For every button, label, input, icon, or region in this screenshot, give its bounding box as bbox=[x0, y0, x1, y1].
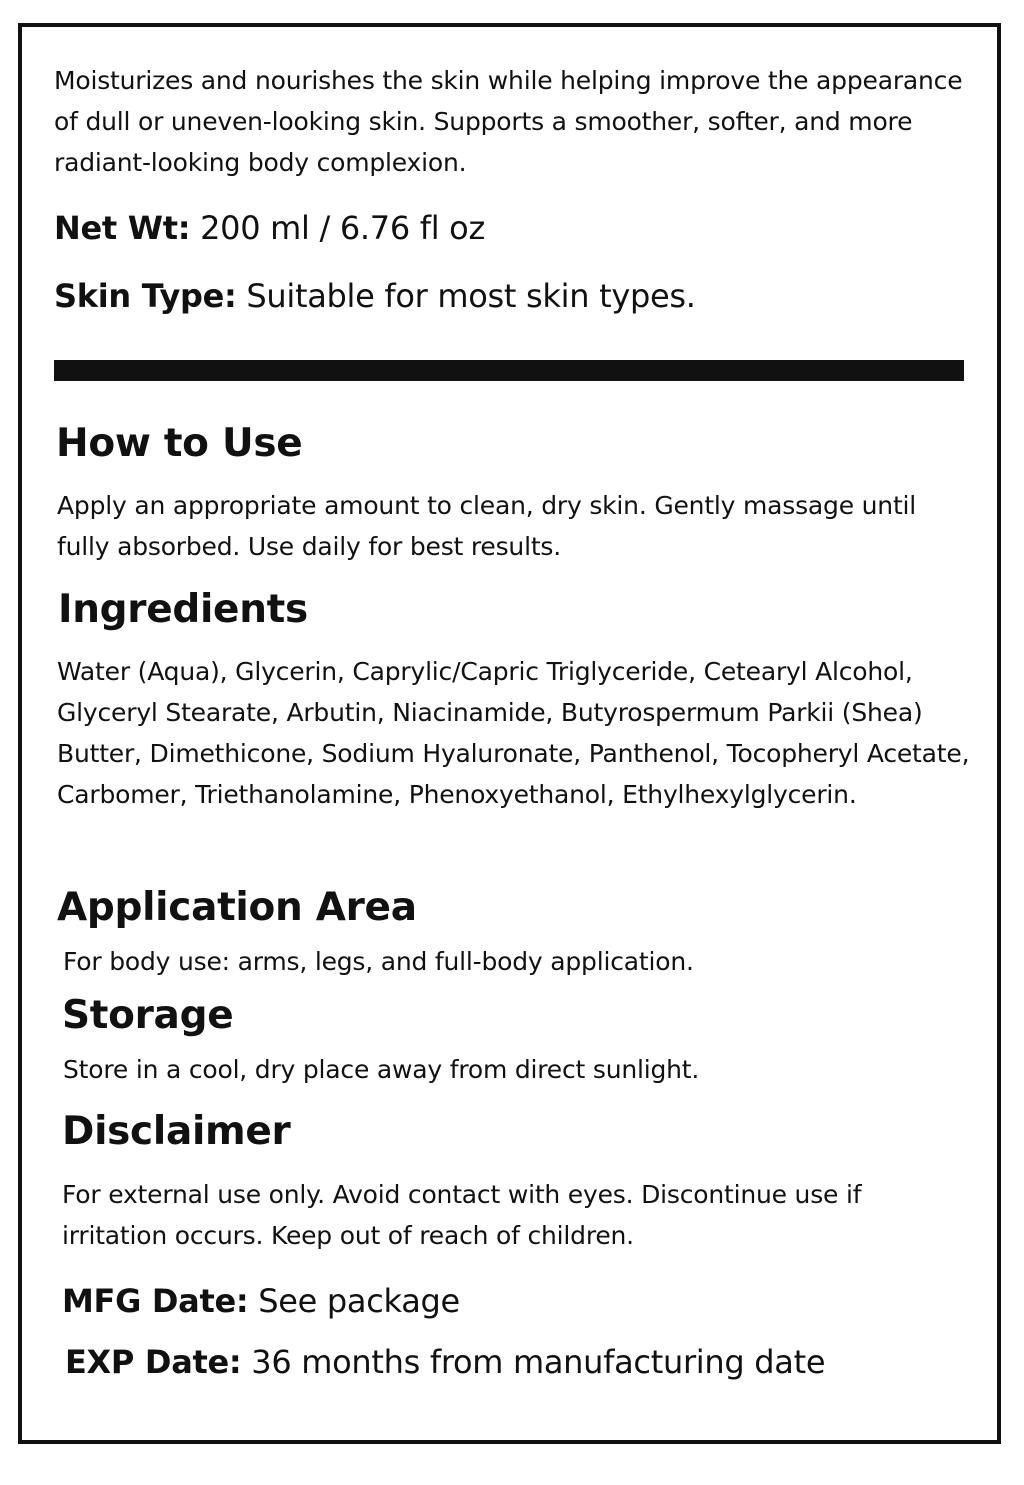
exp-date-line bbox=[65, 1342, 825, 1382]
how-to-use-heading: How to Use bbox=[56, 421, 303, 466]
mfg-date-label: MFG Date: bbox=[62, 1282, 249, 1320]
skin-type-line bbox=[54, 276, 696, 316]
how-to-use-text: Apply an appropriate amount to clean, dry skin. Gently massage until fully absorbed. Use daily for best results. bbox=[57, 491, 917, 561]
exp-date-value: 36 months from manufacturing date bbox=[241, 1343, 826, 1381]
net-weight-value: 200 ml / 6.76 fl oz bbox=[190, 209, 485, 247]
disclaimer-heading: Disclaimer bbox=[62, 1109, 291, 1154]
ingredients-text: Water (Aqua), Glycerin, Caprylic/Capric Triglyceride, Cetearyl Alcohol, Glyceryl Stearate, Arbutin, Niacinamide, Butyrospermum Parkii (Shea) Butter, Dimethicone, Sodium Hyaluronate, Panthenol, Tocopheryl Acetate, Carbomer, Triethanolamine, Phenoxyethanol, Ethylhexylglycerin. bbox=[57, 657, 970, 809]
storage-heading: Storage bbox=[62, 993, 234, 1038]
ingredients-heading: Ingredients bbox=[58, 587, 308, 632]
mfg-date-value: See package bbox=[248, 1282, 460, 1320]
mfg-date-line bbox=[62, 1281, 460, 1321]
skin-type-label: Skin Type: bbox=[54, 277, 237, 315]
application-area-text: For body use: arms, legs, and full-body application. bbox=[63, 947, 694, 976]
section-divider bbox=[54, 360, 964, 381]
net-weight-label: Net Wt: bbox=[54, 209, 191, 247]
net-weight-line bbox=[54, 208, 485, 248]
storage-text: Store in a cool, dry place away from direct sunlight. bbox=[63, 1055, 700, 1084]
skin-type-value: Suitable for most skin types. bbox=[236, 277, 696, 315]
exp-date-label: EXP Date: bbox=[65, 1343, 242, 1381]
application-area-heading: Application Area bbox=[57, 885, 417, 930]
product-description: Moisturizes and nourishes the skin while helping improve the appearance of dull or uneven-looking skin. Supports a smoother, softer, and more radiant-looking body complexion. bbox=[54, 66, 963, 177]
disclaimer-text: For external use only. Avoid contact with eyes. Discontinue use if irritation occurs. Keep out of reach of children. bbox=[62, 1180, 862, 1250]
